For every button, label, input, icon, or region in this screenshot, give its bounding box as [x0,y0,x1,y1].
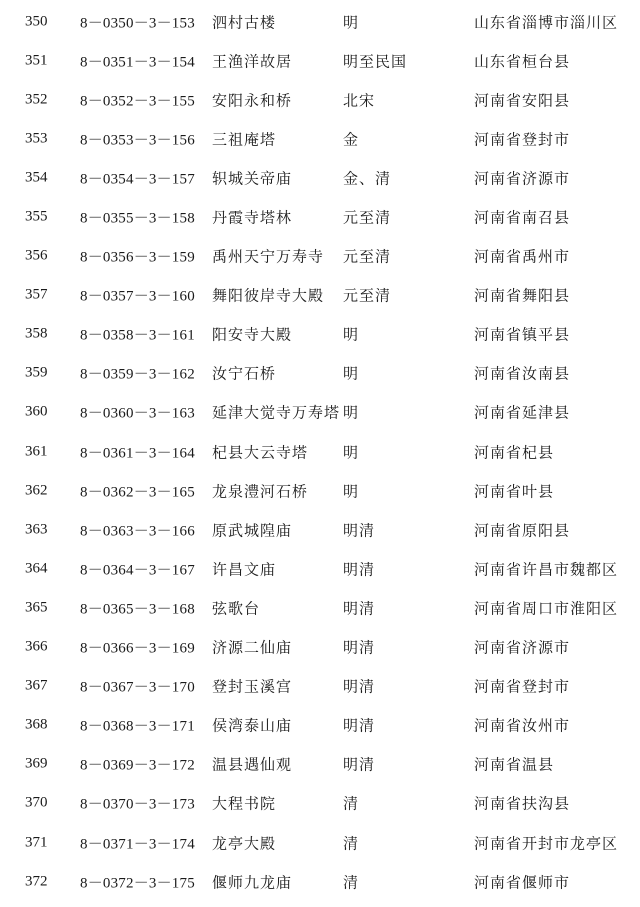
row-code: 8－0368－3－171 [80,718,195,735]
table-row [0,628,640,667]
row-code: 8－0352－3－155 [80,93,195,110]
row-code: 8－0371－3－174 [80,836,195,853]
table-row [0,158,640,197]
row-era: 明 [343,325,360,344]
row-code: 8－0364－3－167 [80,562,195,579]
row-location: 河南省登封市 [474,130,571,149]
heritage-table [0,2,640,901]
table-row [0,315,640,354]
row-number: 371 [25,834,48,851]
row-number: 367 [25,677,48,694]
row-number: 362 [25,482,48,499]
table-row [0,354,640,393]
row-location: 河南省登封市 [474,677,571,696]
row-era: 清 [343,873,360,892]
row-location: 河南省镇平县 [474,325,571,344]
row-era: 明 [343,364,360,383]
row-code: 8－0363－3－166 [80,523,195,540]
row-code: 8－0365－3－168 [80,601,195,618]
row-location: 河南省许昌市魏都区 [474,560,619,579]
row-number: 372 [25,873,48,890]
table-row [0,745,640,784]
row-site-name: 登封玉溪宫 [212,677,293,696]
row-site-name: 轵城关帝庙 [212,169,293,188]
row-code: 8－0366－3－169 [80,640,195,657]
row-number: 359 [25,364,48,381]
row-location: 河南省安阳县 [474,91,571,110]
table-row [0,588,640,627]
row-era: 明清 [343,716,376,735]
row-site-name: 汝宁石桥 [212,364,277,383]
row-number: 364 [25,560,48,577]
table-row [0,197,640,236]
row-code: 8－0372－3－175 [80,875,195,892]
row-location: 河南省舞阳县 [474,286,571,305]
row-site-name: 温县遇仙观 [212,755,293,774]
table-row [0,393,640,432]
row-era: 明清 [343,521,376,540]
row-era: 明清 [343,599,376,618]
table-row [0,2,640,41]
table-row [0,80,640,119]
row-site-name: 丹霞寺塔林 [212,208,293,227]
row-location: 河南省南召县 [474,208,571,227]
table-row [0,784,640,823]
row-era: 明清 [343,638,376,657]
row-era: 明 [343,482,360,501]
row-number: 352 [25,91,48,108]
row-site-name: 延津大觉寺万寿塔 [212,403,341,422]
row-location: 河南省开封市龙亭区 [474,834,619,853]
row-location: 河南省汝州市 [474,716,571,735]
row-number: 354 [25,169,48,186]
table-row [0,667,640,706]
table-row [0,432,640,471]
table-row [0,549,640,588]
row-site-name: 三祖庵塔 [212,130,277,149]
row-era: 元至清 [343,208,392,227]
row-site-name: 舞阳彼岸寺大殿 [212,286,325,305]
row-number: 365 [25,599,48,616]
row-era: 金 [343,130,360,149]
table-row [0,119,640,158]
row-era: 明 [343,403,360,422]
row-era: 元至清 [343,247,392,266]
row-number: 363 [25,521,48,538]
table-row [0,510,640,549]
row-number: 368 [25,716,48,733]
row-location: 河南省温县 [474,755,555,774]
row-number: 356 [25,247,48,264]
row-code: 8－0355－3－158 [80,210,195,227]
row-site-name: 偃师九龙庙 [212,873,293,892]
row-code: 8－0362－3－165 [80,484,195,501]
row-site-name: 龙泉澧河石桥 [212,482,309,501]
row-location: 河南省叶县 [474,482,555,501]
row-code: 8－0359－3－162 [80,366,195,383]
row-location: 山东省桓台县 [474,52,571,71]
row-code: 8－0358－3－161 [80,327,195,344]
row-location: 河南省扶沟县 [474,794,571,813]
row-era: 北宋 [343,91,376,110]
row-number: 350 [25,13,48,30]
table-row [0,276,640,315]
row-location: 河南省偃师市 [474,873,571,892]
row-site-name: 侯湾泰山庙 [212,716,293,735]
row-site-name: 弦歌台 [212,599,261,618]
row-code: 8－0357－3－160 [80,288,195,305]
row-code: 8－0350－3－153 [80,15,195,32]
row-site-name: 许昌文庙 [212,560,277,579]
row-number: 370 [25,794,48,811]
row-location: 河南省汝南县 [474,364,571,383]
row-site-name: 安阳永和桥 [212,91,293,110]
row-site-name: 泗村古楼 [212,13,277,32]
row-number: 355 [25,208,48,225]
table-row [0,471,640,510]
table-row [0,706,640,745]
row-code: 8－0369－3－172 [80,757,195,774]
row-site-name: 大程书院 [212,794,277,813]
row-era: 清 [343,834,360,853]
row-number: 360 [25,403,48,420]
row-code: 8－0353－3－156 [80,132,195,149]
row-location: 河南省原阳县 [474,521,571,540]
row-code: 8－0370－3－173 [80,796,195,813]
row-location: 河南省禹州市 [474,247,571,266]
row-location: 山东省淄博市淄川区 [474,13,619,32]
row-site-name: 原武城隍庙 [212,521,293,540]
row-site-name: 阳安寺大殿 [212,325,293,344]
row-code: 8－0351－3－154 [80,54,195,71]
row-era: 元至清 [343,286,392,305]
row-number: 361 [25,443,48,460]
row-location: 河南省周口市淮阳区 [474,599,619,618]
table-row [0,41,640,80]
row-era: 明至民国 [343,52,408,71]
row-number: 357 [25,286,48,303]
row-number: 358 [25,325,48,342]
row-number: 353 [25,130,48,147]
table-row [0,237,640,276]
row-era: 清 [343,794,360,813]
row-code: 8－0367－3－170 [80,679,195,696]
row-code: 8－0354－3－157 [80,171,195,188]
row-era: 明 [343,13,360,32]
row-era: 明清 [343,755,376,774]
row-number: 366 [25,638,48,655]
table-row [0,862,640,901]
row-code: 8－0356－3－159 [80,249,195,266]
row-number: 351 [25,52,48,69]
row-site-name: 济源二仙庙 [212,638,293,657]
row-site-name: 龙亭大殿 [212,834,277,853]
table-row [0,823,640,862]
row-site-name: 禹州天宁万寿寺 [212,247,325,266]
row-code: 8－0360－3－163 [80,405,195,422]
row-site-name: 杞县大云寺塔 [212,443,309,462]
row-era: 明 [343,443,360,462]
row-location: 河南省延津县 [474,403,571,422]
row-code: 8－0361－3－164 [80,445,195,462]
row-location: 河南省杞县 [474,443,555,462]
row-location: 河南省济源市 [474,638,571,657]
row-location: 河南省济源市 [474,169,571,188]
row-era: 金、清 [343,169,392,188]
row-era: 明清 [343,560,376,579]
row-era: 明清 [343,677,376,696]
row-site-name: 王渔洋故居 [212,52,293,71]
row-number: 369 [25,755,48,772]
